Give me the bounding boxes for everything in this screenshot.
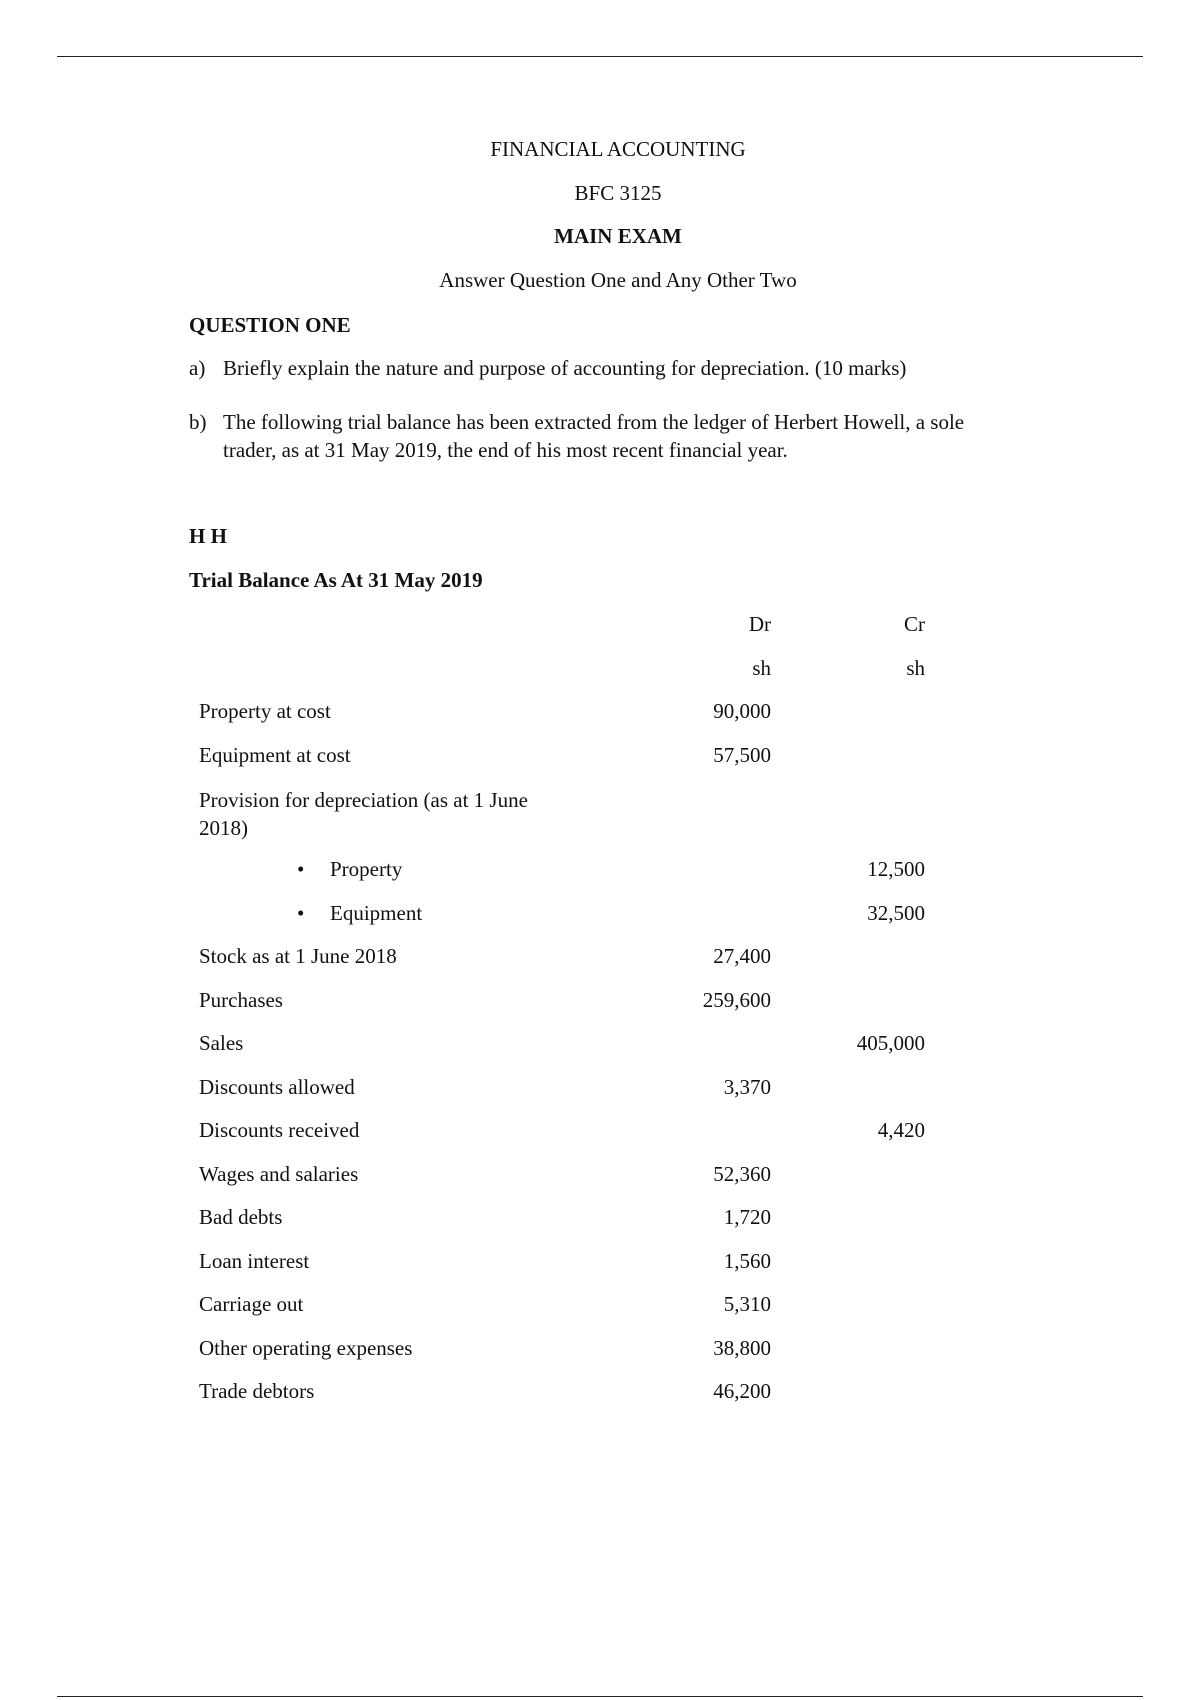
row-dr: 1,560 — [723, 1249, 771, 1273]
table-row — [0, 944, 1200, 974]
course-code: BFC 3125 — [574, 181, 662, 205]
row-dr: 259,600 — [702, 988, 771, 1012]
table-row — [0, 1249, 1200, 1279]
trial-balance-title: Trial Balance As At 31 May 2019 — [189, 568, 483, 592]
table-row — [0, 1205, 1200, 1235]
row-dr: 1,720 — [723, 1205, 771, 1229]
row-label: Stock as at 1 June 2018 — [199, 944, 397, 968]
exam-title: MAIN EXAM — [554, 224, 682, 248]
table-row — [0, 1162, 1200, 1192]
bottom-rule — [57, 1696, 1143, 1697]
top-rule — [57, 56, 1143, 57]
part-b-line-2: trader, as at 31 May 2019, the end of his most recent financial year. — [223, 438, 788, 462]
row-dr: 57,500 — [713, 743, 771, 767]
table-row — [0, 1292, 1200, 1322]
row-dr: 3,370 — [723, 1075, 771, 1099]
row-dr: 5,310 — [723, 1292, 771, 1316]
row-label: Sales — [199, 1031, 244, 1055]
table-row — [0, 1336, 1200, 1366]
question-title: QUESTION ONE — [189, 313, 351, 337]
cr-header: Cr — [904, 612, 925, 636]
row-label: Discounts allowed — [199, 1075, 355, 1099]
row-label: Other operating expenses — [199, 1336, 413, 1360]
table-row — [0, 988, 1200, 1018]
row-dr: 90,000 — [713, 699, 771, 723]
cr-unit: sh — [906, 656, 925, 680]
exam-instruction: Answer Question One and Any Other Two — [439, 268, 797, 292]
bullet-marker: • — [297, 901, 305, 925]
part-b-marker: b) — [189, 410, 207, 434]
row-label: Wages and salaries — [199, 1162, 359, 1186]
row-label: Discounts received — [199, 1118, 360, 1142]
row-label: Property — [330, 857, 403, 881]
table-row — [0, 901, 1200, 931]
row-cr: 32,500 — [867, 901, 925, 925]
part-a-text: Briefly explain the nature and purpose of accounting for depreciation. (10 marks) — [223, 356, 907, 380]
row-dr: 52,360 — [713, 1162, 771, 1186]
part-a-marker: a) — [189, 356, 206, 380]
part-b-line-1: The following trial balance has been extracted from the ledger of Herbert Howell, a sole — [223, 410, 965, 434]
course-title: FINANCIAL ACCOUNTING — [490, 137, 746, 161]
row-dr: 27,400 — [713, 944, 771, 968]
dr-header: Dr — [748, 612, 771, 636]
bullet-marker: • — [297, 857, 305, 881]
row-label: Provision for depreciation (as at 1 June 2018) — [199, 788, 528, 840]
row-dr: 38,800 — [713, 1336, 771, 1360]
column-header-row — [0, 612, 1200, 642]
row-label: Bad debts — [199, 1205, 283, 1229]
entity-name: H H — [189, 524, 227, 548]
row-label: Carriage out — [199, 1292, 304, 1316]
row-cr: 4,420 — [877, 1118, 925, 1142]
unit-row — [0, 656, 1200, 686]
table-row — [0, 1118, 1200, 1148]
table-row — [0, 1379, 1200, 1409]
row-cr: 12,500 — [867, 857, 925, 881]
row-label: Purchases — [199, 988, 283, 1012]
table-row — [0, 699, 1200, 729]
row-label: Equipment — [330, 901, 423, 925]
row-label: Equipment at cost — [199, 743, 351, 767]
row-label: Property at cost — [199, 699, 331, 723]
row-label: Loan interest — [199, 1249, 310, 1273]
table-row — [0, 786, 1200, 846]
dr-unit: sh — [752, 656, 771, 680]
table-row — [0, 1031, 1200, 1061]
table-row — [0, 1075, 1200, 1105]
row-cr: 405,000 — [856, 1031, 925, 1055]
table-row — [0, 743, 1200, 773]
row-label: Trade debtors — [199, 1379, 315, 1403]
row-dr: 46,200 — [713, 1379, 771, 1403]
table-row — [0, 857, 1200, 887]
